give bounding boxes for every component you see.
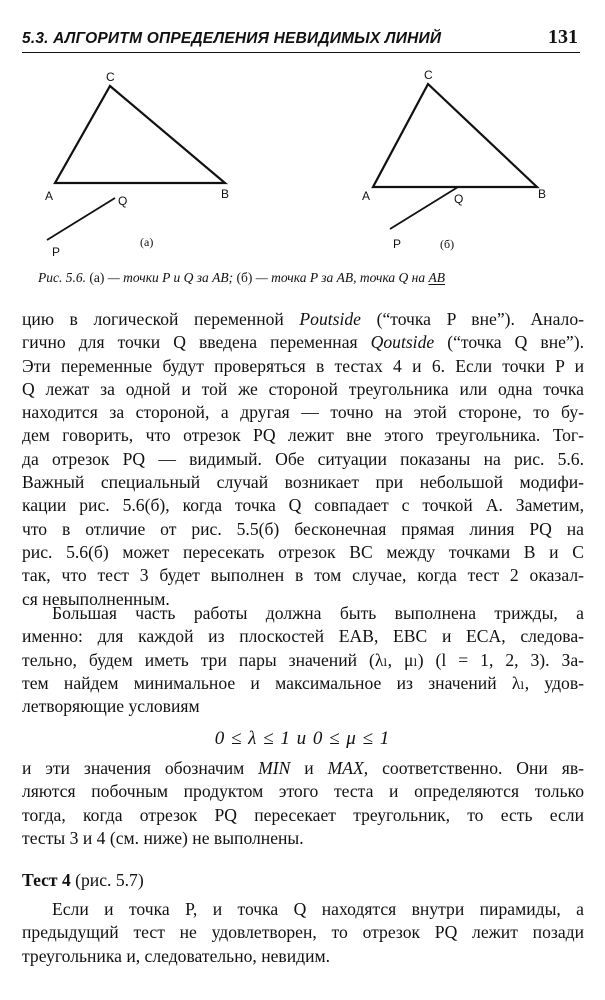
text-line: Большая часть работы должна быть выполнена трижды, а bbox=[52, 603, 584, 623]
label-p-a: P bbox=[52, 245, 61, 259]
text-line: ся невыполненным. bbox=[22, 588, 170, 609]
test-4-figure-ref: (рис. 5.7) bbox=[70, 870, 144, 890]
paragraph-2 bbox=[22, 602, 584, 718]
label-p-b: P bbox=[393, 237, 402, 251]
label-a-a: A bbox=[45, 189, 54, 203]
caption-prefix: Рис. 5.6. bbox=[38, 270, 86, 285]
text-line: летворяющие условиям bbox=[22, 696, 200, 717]
figure-caption bbox=[38, 270, 578, 286]
text-line: гично для точки Q введена переменная Qoutside (“точка Q вне”). bbox=[22, 332, 584, 353]
text-line: цию в логической переменной Poutside (“точка P вне”). Анало- bbox=[22, 309, 584, 329]
label-c-a: C bbox=[106, 70, 115, 84]
formula: 0 ≤ λ ≤ 1 и 0 ≤ μ ≤ 1 bbox=[214, 728, 391, 749]
caption-ab: AB bbox=[428, 270, 446, 285]
text-line: что в отличие от рис. 5.5(б) бесконечная прямая линия PQ на bbox=[22, 518, 584, 539]
label-q-a: Q bbox=[118, 194, 128, 208]
diagram-b bbox=[362, 68, 546, 251]
label-a-b: A bbox=[362, 189, 371, 203]
text-line: тельно, будем иметь три пары значений (λₗ, μₗ) (l = 1, 2, 3). За- bbox=[22, 649, 584, 670]
text-line: треугольника и, следовательно, невидим. bbox=[22, 945, 331, 966]
segment-pq-b bbox=[390, 187, 458, 229]
text-line: и эти значения обозначим MIN и MAX, соответственно. Они яв- bbox=[22, 758, 585, 778]
text-line: да отрезок PQ — видимый. Обе ситуации показаны на рис. 5.6. bbox=[22, 448, 584, 469]
figure-drawing bbox=[0, 55, 605, 265]
text-line: Q лежат за одной и той же стороной треугольника или одна точка bbox=[22, 378, 584, 399]
text-line: предыдущий тест не удовлетворен, то отрезок PQ лежит позади bbox=[22, 922, 584, 943]
label-c-b: C bbox=[424, 68, 433, 82]
figure-5-6 bbox=[0, 55, 605, 265]
text-line: находится за стороной, а другая — точно на этой стороне, то бу- bbox=[22, 402, 584, 423]
paragraph-3 bbox=[22, 757, 584, 850]
text-line: именно: для каждой из плоскостей EAB, EBC и ECA, следова- bbox=[22, 626, 584, 647]
test-4-heading bbox=[22, 870, 144, 891]
page-number: 131 bbox=[548, 26, 578, 48]
label-q-b: Q bbox=[454, 192, 464, 206]
label-b-a: B bbox=[221, 187, 230, 201]
caption-a-text: — точки P и Q за AB; bbox=[104, 270, 237, 285]
text-line: Эти переменные будут проверяться в тестах 4 и 6. Если точки P и bbox=[22, 355, 584, 376]
section-title: 5.3. АЛГОРИТМ ОПРЕДЕЛЕНИЯ НЕВИДИМЫХ ЛИНИЙ bbox=[22, 30, 442, 47]
paragraph-1 bbox=[22, 308, 584, 611]
text-line: Важный специальный случай возникает при небольшой модифи- bbox=[22, 472, 584, 493]
segment-pq-a bbox=[47, 198, 115, 240]
triangle-abc-b bbox=[373, 84, 537, 187]
text-line: тесты 3 и 4 (см. ниже) не выполнены. bbox=[22, 827, 304, 848]
triangle-abc-a bbox=[55, 86, 225, 183]
label-b-b: B bbox=[538, 187, 547, 201]
paragraph-4 bbox=[22, 898, 584, 968]
text-line: тогда, когда отрезок PQ пересекает треугольник, то есть если bbox=[22, 804, 584, 825]
text-line: Если и точка P, и точка Q находятся внутри пирамиды, а bbox=[52, 899, 584, 919]
test-4-title: Тест 4 bbox=[22, 870, 71, 890]
text-line: тем найдем минимальное и максимальное из значений λₗ, удов- bbox=[22, 672, 584, 693]
subfigure-label-a: (а) bbox=[140, 235, 154, 249]
running-header bbox=[22, 28, 580, 53]
text-line: кации рис. 5.6(б), когда точка Q совпадает с точкой A. Заметим, bbox=[22, 495, 584, 516]
text-line: так, что тест 3 будет выполнен в том случае, когда тест 2 оказал- bbox=[22, 565, 584, 586]
caption-b-mark: (б) bbox=[236, 270, 253, 285]
diagram-a bbox=[45, 70, 229, 259]
subfigure-label-b: (б) bbox=[440, 237, 455, 251]
caption-a-mark: (а) bbox=[89, 270, 105, 285]
text-line: рис. 5.6(б) может пересекать отрезок BC между точками B и C bbox=[22, 541, 584, 562]
caption-b-text: — точка P за AB, точка Q на bbox=[252, 270, 429, 285]
text-line: ляются побочным продуктом этого теста и определяются только bbox=[22, 781, 584, 802]
text-line: дем говорить, что отрезок PQ лежит вне этого треугольника. Тог- bbox=[22, 425, 584, 446]
